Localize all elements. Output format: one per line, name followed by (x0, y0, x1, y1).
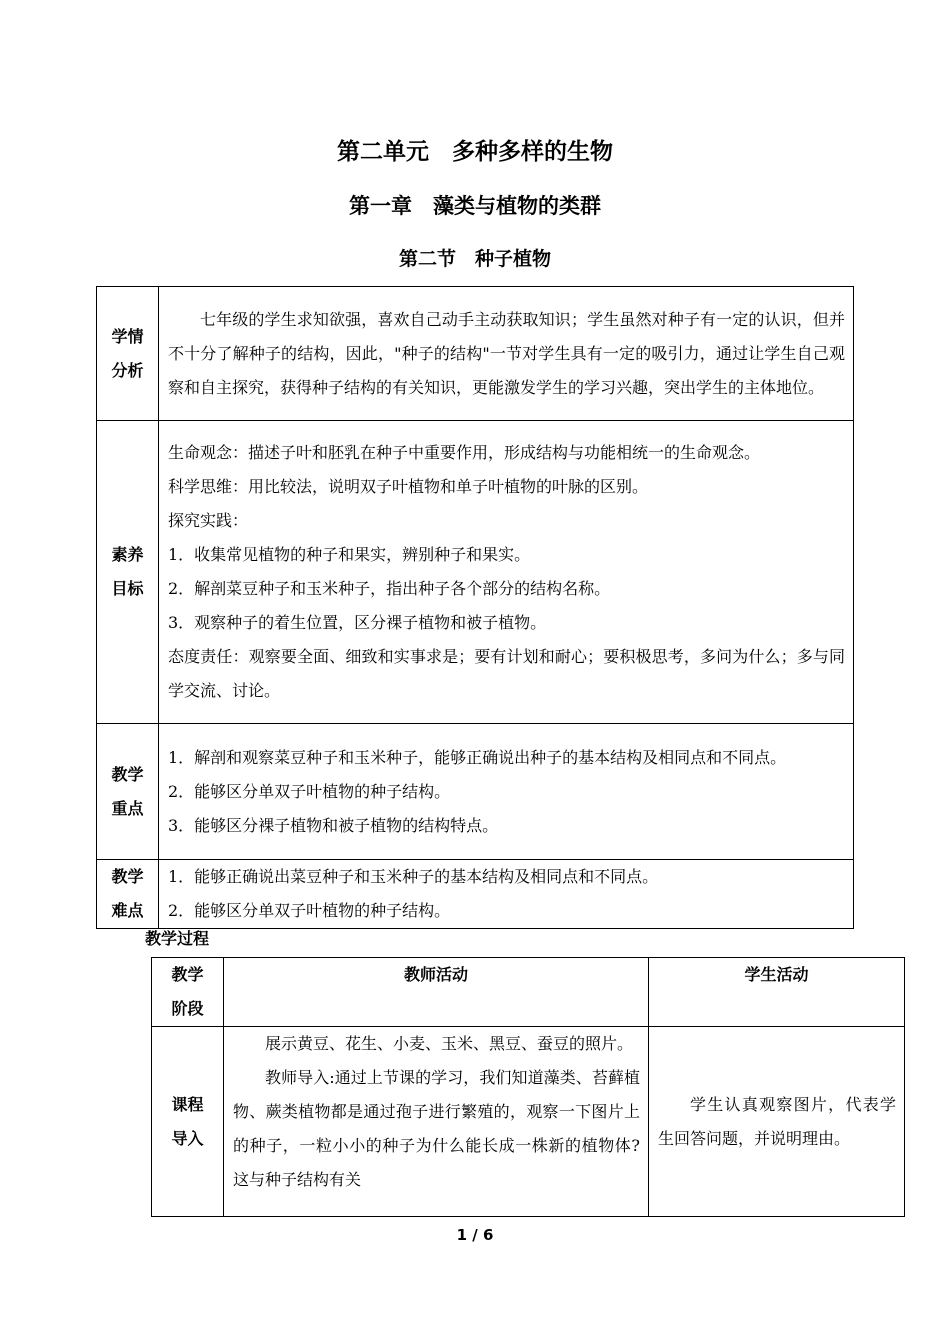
student-activity-cell: 学生认真观察图片，代表学生回答问题，并说明理由。 (649, 1027, 905, 1217)
page-number: 1 / 6 (456, 1226, 494, 1244)
goal-item: 生命观念：描述子叶和胚乳在种子中重要作用，形成结构与功能相统一的生命观念。 (168, 443, 761, 462)
difficulties-content (159, 860, 854, 929)
section-title: 第二节 种子植物 (398, 248, 551, 270)
goal-item: 2．解剖菜豆种子和玉米种子，指出种子各个部分的结构名称。 (168, 579, 611, 598)
stage-cell (152, 1027, 224, 1217)
teaching-process-heading: 教学过程 (145, 929, 210, 948)
goal-item: 1．收集常见植物的种子和果实，辨别种子和果实。 (168, 545, 531, 564)
goal-item: 3．观察种子的着生位置，区分裸子植物和被子植物。 (168, 613, 547, 632)
literacy-goals-content (159, 421, 854, 724)
label-line: 难点 (111, 901, 144, 920)
label-line: 重点 (111, 798, 144, 818)
key-points-row (97, 724, 854, 860)
header-line: 阶段 (171, 999, 204, 1018)
difficulties-label (97, 860, 159, 929)
teacher-paragraph: 展示黄豆、花生、小麦、玉米、黑豆、蚕豆的照片。 (265, 1034, 634, 1053)
header-line: 教学 (171, 965, 204, 984)
goal-item: 科学思维：用比较法，说明双子叶植物和单子叶植物的叶脉的区别。 (168, 477, 649, 496)
lesson-info-table (96, 286, 854, 929)
unit-title: 第二单元 多种多样的生物 (337, 139, 613, 165)
process-header-row (152, 958, 905, 1027)
chapter-title: 第一章 藻类与植物的类群 (349, 194, 601, 218)
label-line: 教学 (111, 867, 144, 886)
stage-header (152, 958, 224, 1027)
stage-line: 课程 (171, 1094, 204, 1114)
label-line: 素养 (111, 545, 144, 564)
teaching-process-table (151, 957, 905, 1217)
label-line: 教学 (111, 764, 144, 784)
key-points-label (97, 724, 159, 860)
literacy-goals-row (97, 421, 854, 724)
label-line: 目标 (111, 579, 144, 598)
student-activity-header: 学生活动 (649, 958, 905, 1027)
label-line: 分析 (111, 360, 144, 380)
literacy-goals-label (97, 421, 159, 724)
goal-item: 态度责任：观察要全面、细致和实事求是；要有计划和耐心；要积极思考，多问为什么；多与同学交流、讨论。 (168, 647, 845, 700)
key-point-item: 1．解剖和观察菜豆种子和玉米种子，能够正确说出种子的基本结构及相同点和不同点。 (168, 747, 787, 767)
key-point-item: 3．能够区分裸子植物和被子植物的结构特点。 (168, 815, 499, 835)
learning-analysis-row (97, 287, 854, 421)
teacher-paragraph: 教师导入:通过上节课的学习，我们知道藻类、苔藓植物、蕨类植物都是通过孢子进行繁殖的，观察一下图片上的种子，一粒小小的种子为什么能长成一株新的植物体?这与种子结构有关 (233, 1068, 640, 1189)
learning-analysis-text: 七年级的学生求知欲强，喜欢自己动手主动获取知识；学生虽然对种子有一定的认识，但并不十分了解种子的结构，因此，"种子的结构"一节对学生具有一定的吸引力，通过让学生自己观察和自主探究，获得种子结构的有关知识，更能激发学生的学习兴趣，突出学生的主体地位。 (159, 287, 854, 421)
goal-item: 探究实践： (168, 511, 249, 530)
learning-analysis-label (97, 287, 159, 421)
difficulty-item: 1．能够正确说出菜豆种子和玉米种子的基本结构及相同点和不同点。 (168, 867, 659, 886)
difficulty-item: 2．能够区分单双子叶植物的种子结构。 (168, 901, 451, 920)
process-row (152, 1027, 905, 1217)
stage-line: 导入 (171, 1128, 204, 1148)
key-points-content (159, 724, 854, 860)
key-point-item: 2．能够区分单双子叶植物的种子结构。 (168, 781, 451, 801)
difficulties-row (97, 860, 854, 929)
label-line: 学情 (111, 326, 144, 346)
teacher-activity-header: 教师活动 (224, 958, 649, 1027)
teacher-activity-cell (224, 1027, 649, 1217)
